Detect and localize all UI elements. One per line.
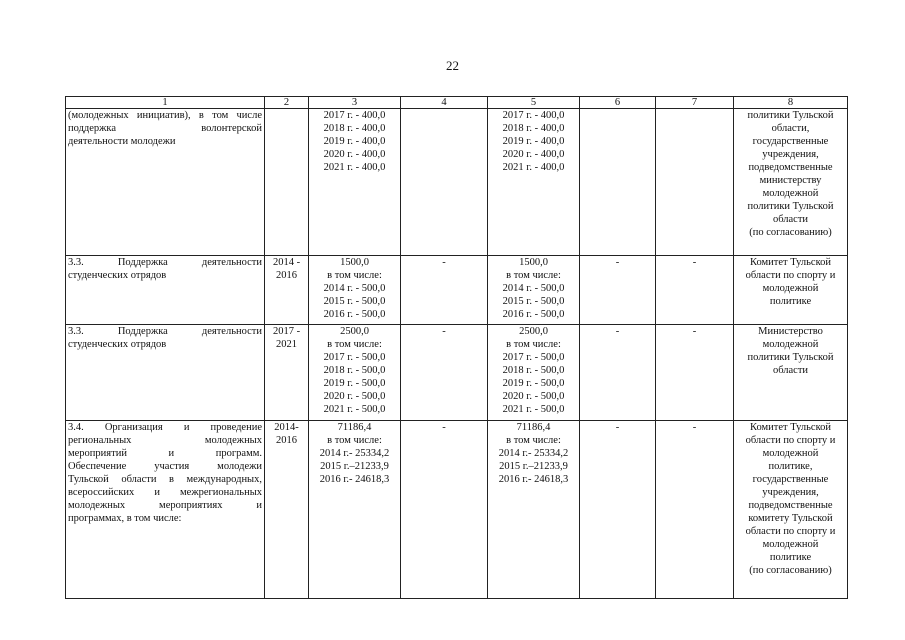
cell-line: 2017 - — [272, 326, 301, 337]
cell-line: молодежной — [762, 339, 819, 350]
cell-col6 — [580, 421, 656, 599]
cell-line: 2017 г. - 500,0 — [323, 352, 386, 363]
cell-line: 2021 г. - 400,0 — [323, 162, 386, 173]
cell-col4 — [401, 256, 488, 325]
cell-line: - — [692, 422, 697, 433]
cell-col6 — [580, 325, 656, 421]
cell-line: в том числе: — [506, 435, 561, 446]
cell-col4 — [401, 421, 488, 599]
cell-line: 2021 г. - 400,0 — [502, 162, 565, 173]
cell-line: политики Тульской — [747, 352, 834, 363]
cell-line: политике, — [768, 461, 813, 472]
cell-line: государственные — [752, 474, 829, 485]
cell-line: 2021 — [276, 339, 297, 350]
cell-line: 2016 г. - 500,0 — [323, 309, 386, 320]
cell-col7 — [656, 325, 734, 421]
cell-line: подведомственные — [748, 162, 833, 173]
cell-line: государственные — [752, 136, 829, 147]
cell-period — [265, 256, 309, 325]
cell-line: - — [442, 422, 446, 433]
cell-col4 — [401, 109, 488, 256]
description-line: 3.3. Поддержка деятельности — [68, 257, 262, 268]
cell-line: в том числе: — [506, 339, 561, 350]
cell-total-funding — [309, 421, 401, 599]
cell-line: 2019 г. - 400,0 — [323, 136, 386, 147]
cell-period — [265, 109, 309, 256]
cell-line: 2021 г. - 500,0 — [323, 404, 386, 415]
cell-line: - — [615, 326, 620, 337]
cell-total-funding — [309, 256, 401, 325]
cell-line: Комитет Тульской — [749, 422, 832, 433]
cell-line: учреждения, — [762, 487, 819, 498]
cell-col7 — [656, 256, 734, 325]
table-header-row — [66, 97, 848, 109]
description-line: 3.4. Организация и проведение — [68, 422, 262, 433]
cell-line: 2019 г. - 400,0 — [502, 136, 565, 147]
description-line: мероприятий и программ. — [68, 448, 262, 459]
cell-line: 2017 г. - 400,0 — [502, 110, 565, 121]
cell-line: 2020 г. - 500,0 — [502, 391, 565, 402]
cell-line: 71186,4 — [337, 422, 372, 433]
cell-line: политике — [769, 552, 812, 563]
cell-line: молодежной — [762, 539, 819, 550]
cell-line: молодежной — [762, 283, 819, 294]
table-row — [66, 325, 848, 421]
cell-line: 2020 г. - 500,0 — [323, 391, 386, 402]
cell-period — [265, 325, 309, 421]
cell-line: - — [442, 257, 446, 268]
cell-line: учреждения, — [762, 149, 819, 160]
cell-regional-budget — [488, 256, 580, 325]
cell-line: области по спорту и — [745, 526, 836, 537]
cell-line: 2015 г.–21233,9 — [320, 461, 389, 472]
program-table — [65, 96, 848, 599]
description-line: Тульской области в международных, — [68, 474, 262, 485]
cell-line: 2021 г. - 500,0 — [502, 404, 565, 415]
description-line: программах, в том числе: — [68, 513, 182, 524]
cell-line: 2500,0 — [340, 326, 369, 337]
cell-line: 1500,0 — [340, 257, 369, 268]
cell-line: 2016 г.- 24618,3 — [319, 474, 390, 485]
cell-line: 1500,0 — [519, 257, 548, 268]
description-line: Обеспечение участия молодежи — [68, 461, 262, 472]
cell-line: (по согласованию) — [749, 565, 832, 576]
cell-line: молодежной — [762, 448, 819, 459]
column-header: 2 — [265, 97, 309, 109]
cell-line: 2014 г.- 25334,2 — [319, 448, 390, 459]
cell-line: 2019 г. - 500,0 — [502, 378, 565, 389]
cell-executor — [734, 256, 848, 325]
cell-line: 2018 г. - 400,0 — [323, 123, 386, 134]
description-line: поддержка волонтерской — [68, 123, 262, 134]
table-row — [66, 109, 848, 256]
cell-col7 — [656, 109, 734, 256]
cell-line: подведомственные — [748, 500, 833, 511]
cell-line: области по спорту и — [745, 270, 836, 281]
cell-line: политики Тульской — [747, 201, 834, 212]
column-header: 5 — [488, 97, 580, 109]
cell-line: 2500,0 — [519, 326, 548, 337]
cell-line: 2014 г.- 25334,2 — [498, 448, 569, 459]
cell-regional-budget — [488, 325, 580, 421]
cell-line: 2014 г. - 500,0 — [502, 283, 565, 294]
column-header: 8 — [734, 97, 848, 109]
cell-line: 2017 г. - 400,0 — [323, 110, 386, 121]
cell-regional-budget — [488, 109, 580, 256]
cell-line: 2018 г. - 500,0 — [502, 365, 565, 376]
cell-line: области по спорту и — [745, 435, 836, 446]
cell-line: области — [772, 214, 809, 225]
cell-line: 2016 г. - 500,0 — [502, 309, 565, 320]
cell-description — [66, 325, 265, 421]
cell-line: 2018 г. - 500,0 — [323, 365, 386, 376]
cell-col6 — [580, 256, 656, 325]
cell-line: 2014 г. - 500,0 — [323, 283, 386, 294]
description-line: деятельности молодежи — [68, 136, 176, 147]
cell-col4 — [401, 325, 488, 421]
cell-line: 2014- — [274, 422, 299, 433]
cell-line: области — [772, 365, 809, 376]
column-header: 7 — [656, 97, 734, 109]
column-header: 6 — [580, 97, 656, 109]
description-line: региональных молодежных — [68, 435, 262, 446]
cell-line: 2016 — [276, 435, 297, 446]
page-number: 22 — [446, 58, 459, 73]
cell-col6 — [580, 109, 656, 256]
cell-line: - — [692, 257, 697, 268]
cell-description — [66, 256, 265, 325]
description-line: студенческих отрядов — [68, 339, 167, 350]
cell-line: - — [615, 257, 620, 268]
cell-executor — [734, 421, 848, 599]
cell-line: в том числе: — [327, 270, 382, 281]
column-header: 1 — [66, 97, 265, 109]
cell-line: области, — [771, 123, 810, 134]
cell-description — [66, 109, 265, 256]
cell-line: 2020 г. - 400,0 — [323, 149, 386, 160]
cell-line: Министерство — [758, 326, 823, 337]
description-line: всероссийских и межрегиональных — [68, 487, 262, 498]
table-row — [66, 256, 848, 325]
cell-line: 2015 г.–21233,9 — [499, 461, 568, 472]
cell-line: политике — [769, 296, 812, 307]
description-line: студенческих отрядов — [68, 270, 167, 281]
cell-line: - — [615, 422, 620, 433]
cell-line: в том числе: — [327, 435, 382, 446]
cell-line: 2017 г. - 500,0 — [502, 352, 565, 363]
cell-line: - — [692, 326, 697, 337]
cell-total-funding — [309, 325, 401, 421]
cell-line: 2020 г. - 400,0 — [502, 149, 565, 160]
cell-line: (по согласованию) — [749, 227, 832, 238]
cell-line: 2019 г. - 500,0 — [323, 378, 386, 389]
cell-line: 71186,4 — [516, 422, 551, 433]
cell-line: комитету Тульской — [748, 513, 833, 524]
cell-line: 2015 г. - 500,0 — [502, 296, 565, 307]
cell-col7 — [656, 421, 734, 599]
cell-line: в том числе: — [506, 270, 561, 281]
table-row — [66, 421, 848, 599]
cell-executor — [734, 325, 848, 421]
cell-line: 2015 г. - 500,0 — [323, 296, 386, 307]
column-header: 3 — [309, 97, 401, 109]
cell-period — [265, 421, 309, 599]
cell-executor — [734, 109, 848, 256]
cell-line: - — [442, 326, 446, 337]
cell-description — [66, 421, 265, 599]
cell-line: 2014 - — [272, 257, 301, 268]
cell-line: в том числе: — [327, 339, 382, 350]
cell-line: молодежной — [762, 188, 819, 199]
cell-line: Комитет Тульской — [749, 257, 832, 268]
cell-line: политики Тульской — [747, 110, 834, 121]
description-line: (молодежных инициатив), в том числе — [68, 110, 262, 121]
cell-total-funding — [309, 109, 401, 256]
description-line: молодежных мероприятиях и — [68, 500, 262, 511]
cell-line: 2016 — [276, 270, 297, 281]
cell-line: 2016 г.- 24618,3 — [498, 474, 569, 485]
cell-line: министерству — [759, 175, 822, 186]
description-line: 3.3. Поддержка деятельности — [68, 326, 262, 337]
column-header: 4 — [401, 97, 488, 109]
cell-regional-budget — [488, 421, 580, 599]
cell-line: 2018 г. - 400,0 — [502, 123, 565, 134]
